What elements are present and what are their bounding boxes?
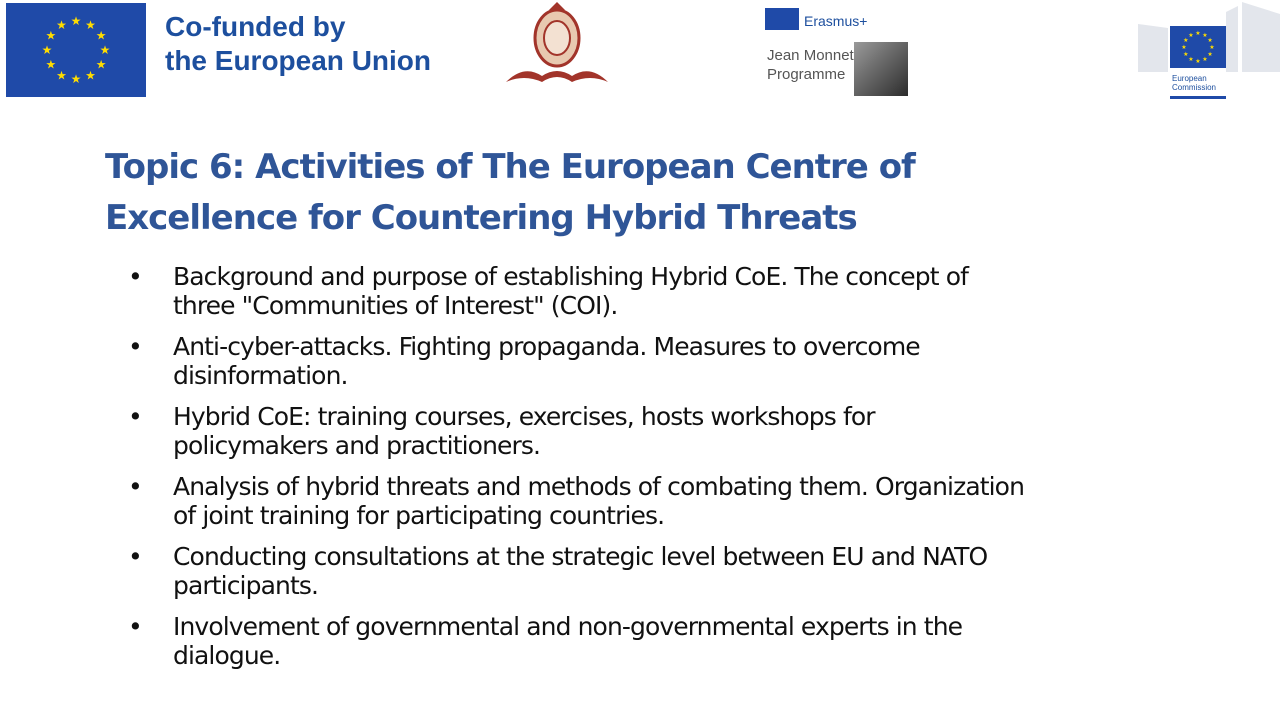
star-icon: ★ [1195,59,1201,66]
star-icon: ★ [1183,52,1189,59]
bullet-dot-icon: • [128,332,142,361]
cofunded-text [165,10,431,78]
star-icon: ★ [1183,38,1189,45]
slide-title [105,142,1225,244]
erasmus-jean-monnet-logo [762,4,912,96]
star-icon: ★ [1188,32,1194,39]
star-icon: ★ [95,57,107,72]
star-icon: ★ [1207,38,1213,45]
jean-monnet-line-1: Jean Monnet [767,47,854,64]
bullet-item: • Anti-cyber-attacks. Fighting propaganda. Measures to overcome disinformation. [128,332,920,390]
cofunded-line-2: the European Union [165,45,431,76]
bullet-dot-icon: • [128,472,142,501]
star-icon: ★ [45,28,57,43]
ec-text [1172,74,1216,92]
ec-line-1: European [1172,74,1207,83]
bullet-dot-icon: • [128,262,142,291]
star-icon: ★ [56,68,67,83]
jean-monnet-text [767,46,854,84]
bullet-dot-icon: • [128,612,142,641]
star-icon: ★ [56,18,67,33]
star-icon: ★ [85,18,96,33]
star-icon: ★ [1207,52,1213,59]
bullet-item: • Background and purpose of establishing Hybrid CoE. The concept of three "Communities of Interest" (COI). [128,262,969,320]
star-icon: ★ [45,57,57,72]
star-icon: ★ [1188,57,1194,64]
european-commission-logo [1138,2,1280,100]
cofunded-line-1: Co-funded by [165,11,346,42]
bullet-item: • Involvement of governmental and non-governmental experts in the dialogue. [128,612,963,670]
bullet-dot-icon: • [128,402,142,431]
erasmus-flag-icon [765,8,799,30]
star-icon: ★ [41,43,53,58]
star-icon: ★ [1209,45,1215,52]
university-crest-logo [504,2,610,88]
bullet-list [128,262,1248,682]
eu-flag-logo [6,3,146,97]
star-icon: ★ [70,14,82,29]
portrait-photo [854,42,908,96]
slide-title-line-1: Topic 6: Activities of The European Centre of [105,147,915,187]
star-icon: ★ [85,68,96,83]
star-icon: ★ [1195,31,1201,38]
star-icon: ★ [70,72,82,87]
eu-stars-icon [6,3,146,97]
ec-line-2: Commission [1172,83,1217,92]
bullet-item: • Hybrid CoE: training courses, exercises, hosts workshops for policymakers and practitioners. [128,402,875,460]
bullet-item: • Conducting consultations at the strategic level between EU and NATO participants. [128,542,988,600]
logo-bar [0,0,1280,104]
slide-title-line-2: Excellence for Countering Hybrid Threats [105,198,857,238]
bullet-item: • Analysis of hybrid threats and methods of combating them. Organization of joint training for participating countries. [128,472,1025,530]
jean-monnet-line-2: Programme [767,66,846,83]
erasmus-label: Erasmus+ [804,13,868,29]
star-icon: ★ [1202,32,1208,39]
bullet-dot-icon: • [128,542,142,571]
star-icon: ★ [1202,57,1208,64]
star-icon: ★ [1181,45,1187,52]
star-icon: ★ [95,28,107,43]
star-icon: ★ [99,43,111,58]
